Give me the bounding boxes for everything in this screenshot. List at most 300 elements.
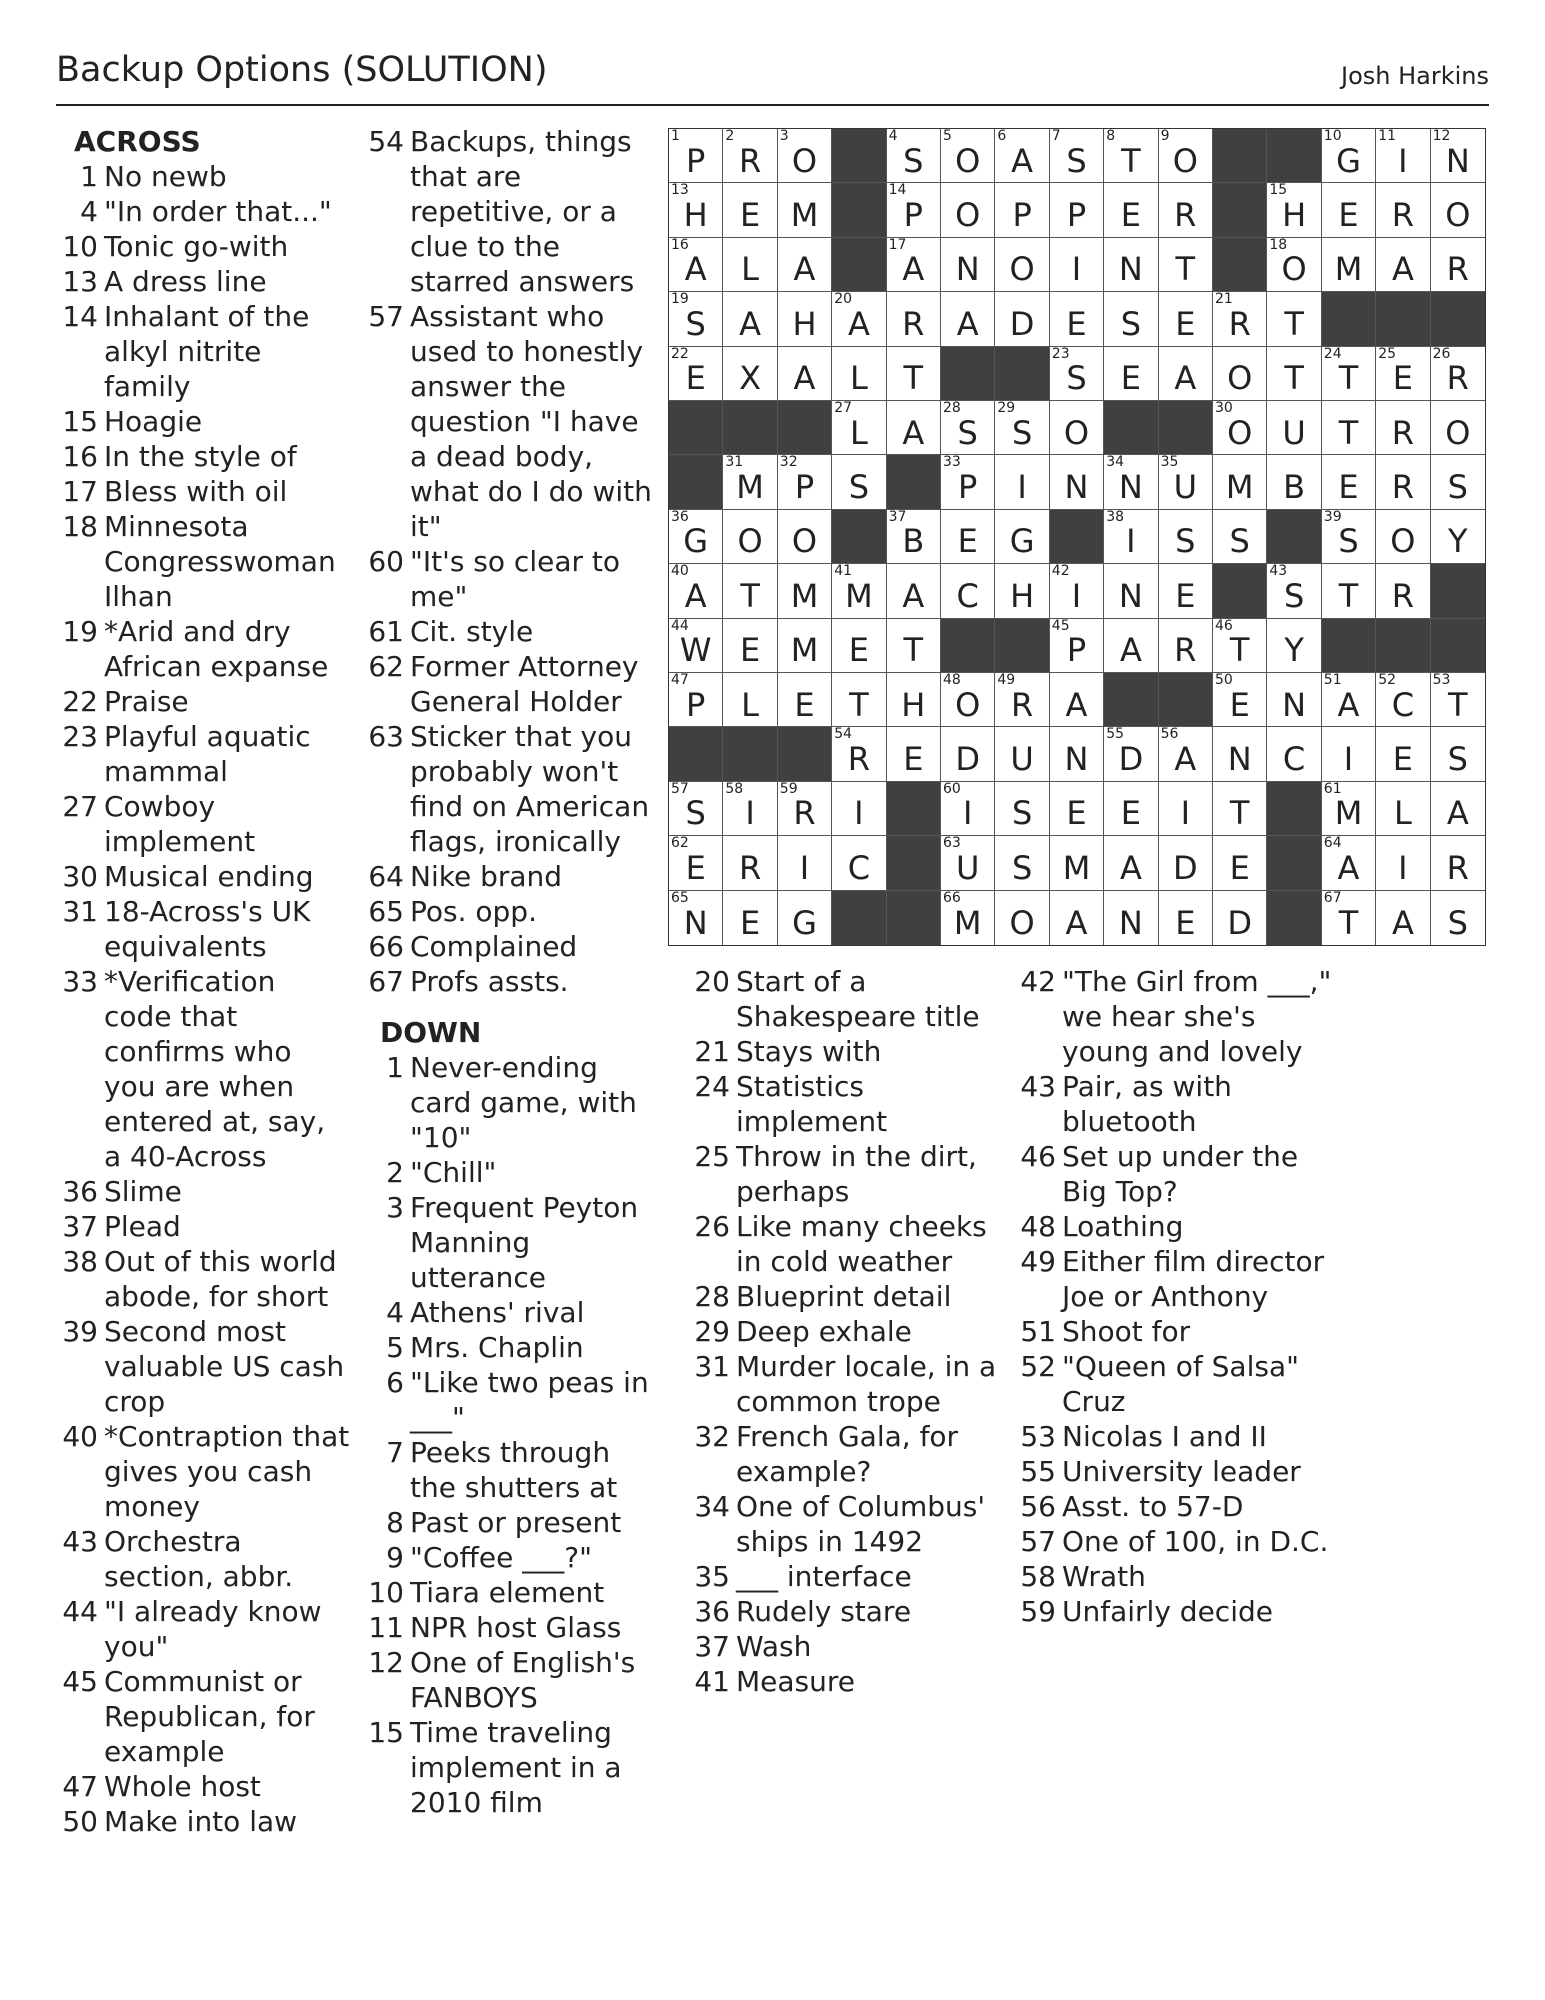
grid-cell: [723, 782, 777, 836]
cell-letter: M: [790, 631, 819, 670]
clue-item: [60, 1664, 350, 1769]
black-square: [995, 347, 1049, 401]
cell-number: 15: [1269, 182, 1288, 199]
grid-cell: [832, 455, 886, 509]
clue-text: "Queen of Salsa" Cruz: [1062, 1350, 1299, 1418]
cell-number: 31: [725, 454, 744, 471]
grid-cell: [1267, 455, 1321, 509]
grid-cell: [1159, 455, 1213, 509]
grid-cell: [1104, 564, 1158, 618]
cell-letter: B: [902, 522, 925, 561]
clue-item: [60, 1524, 350, 1594]
cell-number: 40: [671, 563, 689, 580]
cell-number: 43: [1269, 563, 1288, 580]
grid-cell: [669, 891, 723, 945]
cell-letter: I: [745, 794, 755, 833]
cell-number: 25: [1378, 345, 1397, 362]
cell-letter: L: [741, 250, 759, 289]
clue-number: 37: [694, 1630, 730, 1663]
grid-cell: [1431, 673, 1485, 727]
cell-letter: M: [1062, 848, 1091, 887]
cell-number: 38: [1106, 508, 1125, 525]
clue-item: [1018, 1069, 1348, 1139]
grid-cell: [995, 836, 1049, 890]
clue-item: [692, 1664, 1012, 1699]
clue-text: Bless with oil: [104, 475, 288, 508]
clue-number: 31: [62, 895, 98, 928]
cell-letter: R: [738, 848, 762, 887]
cell-letter: N: [955, 250, 980, 289]
grid-cell: [1159, 619, 1213, 673]
grid-cell: [1322, 238, 1376, 292]
black-square: [1431, 564, 1485, 618]
black-square: [1322, 619, 1376, 673]
clue-item: [60, 614, 350, 684]
clue-item: [366, 964, 656, 999]
cell-letter: P: [903, 196, 923, 235]
grid-cell: [995, 673, 1049, 727]
cell-number: 36: [671, 508, 689, 525]
clue-number: 1: [386, 1051, 404, 1084]
grid-cell: [832, 782, 886, 836]
cell-letter: S: [1011, 794, 1033, 833]
black-square: [778, 401, 832, 455]
cell-letter: E: [1229, 685, 1250, 724]
clue-text: Pos. opp.: [410, 895, 537, 928]
grid-cell: [995, 782, 1049, 836]
clue-text: Former Attorney General Holder: [410, 650, 639, 718]
cell-letter: M: [1334, 794, 1363, 833]
grid-cell: [832, 836, 886, 890]
grid-cell: [778, 782, 832, 836]
clue-text: Minnesota Congresswoman Ilhan: [104, 510, 336, 613]
grid-cell: [1050, 238, 1104, 292]
grid-cell: [1104, 836, 1158, 890]
grid-cell: [1159, 836, 1213, 890]
clue-number: 63: [368, 720, 404, 753]
cell-number: 28: [943, 400, 961, 416]
clue-item: [366, 929, 656, 964]
clue-text: *Contraption that gives you cash money: [104, 1420, 350, 1523]
grid-cell: [1104, 510, 1158, 564]
cell-number: 63: [943, 835, 961, 852]
cell-letter: I: [799, 848, 810, 887]
grid-cell: [669, 673, 723, 727]
clue-number: 16: [62, 440, 98, 473]
clue-number: 23: [62, 720, 98, 753]
cell-letter: I: [1071, 576, 1082, 615]
grid-cell: [669, 510, 723, 564]
grid-cell: [995, 727, 1049, 781]
grid-cell: [778, 510, 832, 564]
black-square: [887, 455, 941, 509]
cell-letter: P: [1066, 631, 1087, 670]
cell-letter: E: [794, 685, 815, 724]
cell-letter: U: [1010, 740, 1034, 779]
clue-item: [366, 1505, 656, 1540]
clue-number: 49: [1020, 1245, 1056, 1278]
cell-letter: A: [1391, 903, 1414, 942]
clue-text: Nicolas I and II: [1062, 1420, 1267, 1453]
clue-item: [60, 229, 350, 264]
cell-letter: H: [1010, 576, 1035, 615]
cell-letter: I: [1126, 522, 1136, 561]
grid-cell: [995, 129, 1049, 183]
grid-cell: [1104, 455, 1158, 509]
clue-text: Never-ending card game, with "10": [410, 1051, 637, 1154]
grid-cell: [1376, 836, 1430, 890]
clue-text: Assistant who used to honestly answer the question "I have a dead body, what do I do with it": [410, 300, 652, 543]
grid-cell: [778, 455, 832, 509]
grid-cell: [887, 510, 941, 564]
cell-letter: I: [962, 794, 973, 833]
cell-letter: Y: [1284, 631, 1304, 670]
cell-letter: A: [1011, 141, 1034, 180]
grid-cell: [1322, 510, 1376, 564]
clue-text: Profs assts.: [410, 965, 569, 998]
cell-letter: E: [1120, 794, 1141, 833]
grid-cell: [1322, 782, 1376, 836]
cell-letter: O: [1390, 522, 1416, 561]
cell-letter: G: [792, 903, 817, 942]
grid-cell: [1267, 564, 1321, 618]
clue-text: "Coffee ___?": [410, 1541, 592, 1574]
clue-item: [366, 719, 656, 859]
clue-number: 51: [1020, 1315, 1056, 1348]
cell-letter: A: [1119, 848, 1142, 887]
cell-letter: M: [1334, 250, 1363, 289]
cell-letter: L: [849, 413, 868, 452]
grid-cell: [941, 564, 995, 618]
grid-cell: [723, 619, 777, 673]
black-square: [832, 129, 886, 183]
puzzle-title: Backup Options (SOLUTION): [56, 50, 548, 90]
grid-cell: [1376, 891, 1430, 945]
cell-letter: A: [1337, 685, 1360, 724]
cell-number: 12: [1432, 128, 1451, 144]
clue-text: Musical ending: [104, 860, 314, 893]
cell-letter: R: [1010, 685, 1034, 724]
clues-column-4: [1018, 964, 1348, 1629]
clue-item: [366, 299, 656, 544]
grid-cell: [1267, 238, 1321, 292]
clue-text: Loathing: [1062, 1210, 1184, 1243]
clue-number: 59: [1020, 1595, 1056, 1628]
grid-cell: [832, 347, 886, 401]
cell-letter: S: [1447, 740, 1468, 779]
cell-letter: N: [1064, 468, 1089, 507]
clue-number: 38: [62, 1245, 98, 1278]
grid-cell: [1050, 455, 1104, 509]
cell-letter: H: [1282, 196, 1307, 235]
black-square: [941, 347, 995, 401]
clue-text: Measure: [736, 1665, 855, 1698]
cell-letter: A: [1446, 794, 1469, 833]
grid-cell: [669, 619, 723, 673]
clue-number: 33: [62, 965, 98, 998]
clue-item: [60, 404, 350, 439]
grid-cell: [1050, 292, 1104, 346]
grid-cell: [1431, 455, 1485, 509]
black-square: [669, 727, 723, 781]
cell-letter: G: [683, 522, 709, 561]
cell-letter: I: [1343, 740, 1354, 779]
cell-letter: S: [685, 794, 706, 833]
cell-letter: R: [902, 304, 925, 343]
cell-letter: R: [1391, 413, 1414, 452]
clue-text: Set up under the Big Top?: [1062, 1140, 1299, 1208]
grid-cell: [832, 619, 886, 673]
clue-item: [60, 1244, 350, 1314]
grid-cell: [941, 129, 995, 183]
cell-letter: O: [1227, 413, 1253, 452]
cell-letter: E: [1120, 196, 1141, 235]
black-square: [1431, 292, 1485, 346]
grid-cell: [1431, 238, 1485, 292]
black-square: [832, 238, 886, 292]
black-square: [1376, 292, 1430, 346]
cell-letter: R: [1174, 631, 1197, 670]
clue-text: No newb: [104, 160, 227, 193]
cell-letter: C: [847, 848, 871, 887]
grid-cell: [941, 673, 995, 727]
grid-cell: [1376, 238, 1430, 292]
cell-number: 56: [1160, 726, 1179, 743]
grid-cell: [778, 238, 832, 292]
black-square: [832, 891, 886, 945]
clue-item: [60, 1594, 350, 1664]
cell-letter: E: [739, 903, 761, 942]
clue-item: [1018, 1209, 1348, 1244]
grid-cell: [941, 510, 995, 564]
cell-number: 58: [725, 780, 744, 797]
grid-cell: [832, 727, 886, 781]
grid-cell: [887, 619, 941, 673]
clue-item: [1018, 1244, 1348, 1314]
cell-number: 1: [671, 128, 680, 144]
clue-text: Past or present: [410, 1506, 622, 1539]
clue-text: Wrath: [1062, 1560, 1146, 1593]
clue-item: [60, 159, 350, 194]
cell-letter: P: [794, 468, 815, 507]
grid-cell: [1050, 727, 1104, 781]
grid-cell: [887, 238, 941, 292]
clue-item: [366, 1295, 656, 1330]
black-square: [941, 619, 995, 673]
cell-number: 41: [834, 563, 853, 580]
cell-number: 11: [1378, 128, 1397, 144]
clue-number: 1: [80, 160, 98, 193]
grid-cell: [1322, 183, 1376, 237]
cell-letter: P: [686, 685, 706, 724]
cell-letter: T: [1338, 576, 1359, 615]
clue-number: 43: [62, 1525, 98, 1558]
cell-letter: E: [1175, 903, 1196, 942]
clue-number: 7: [386, 1436, 404, 1469]
clue-number: 66: [368, 930, 404, 963]
grid-cell: [1267, 727, 1321, 781]
grid-cell: [1431, 510, 1485, 564]
grid-cell: [887, 347, 941, 401]
cell-letter: R: [1391, 196, 1414, 235]
cell-number: 10: [1323, 128, 1342, 144]
cell-letter: S: [957, 413, 978, 452]
grid-cell: [1159, 347, 1213, 401]
cell-letter: G: [1009, 522, 1035, 561]
black-square: [1376, 619, 1430, 673]
cell-number: 34: [1106, 454, 1125, 471]
cell-letter: A: [684, 576, 707, 615]
cell-letter: R: [1446, 848, 1469, 887]
cell-letter: N: [1064, 740, 1089, 779]
grid-cell: [887, 183, 941, 237]
cell-number: 26: [1432, 345, 1451, 362]
clue-text: University leader: [1062, 1455, 1301, 1488]
clue-item: [692, 1069, 1012, 1139]
clue-text: Whole host: [104, 1770, 261, 1803]
cell-letter: P: [686, 141, 706, 180]
clue-number: 6: [386, 1366, 404, 1399]
clue-item: [60, 509, 350, 614]
grid-cell: [1050, 619, 1104, 673]
cell-letter: T: [903, 359, 924, 398]
cell-number: 39: [1323, 508, 1342, 525]
clue-text: In the style of: [104, 440, 297, 473]
grid-cell: [941, 782, 995, 836]
clue-number: 11: [368, 1611, 404, 1644]
grid-cell: [995, 891, 1049, 945]
clue-number: 27: [62, 790, 98, 823]
clue-number: 48: [1020, 1210, 1056, 1243]
cell-letter: E: [1066, 794, 1087, 833]
cell-letter: R: [1228, 304, 1251, 343]
cell-number: 7: [1051, 128, 1061, 144]
clue-number: 57: [1020, 1525, 1056, 1558]
cell-letter: M: [790, 576, 819, 615]
cell-letter: A: [1065, 903, 1088, 942]
grid-cell: [1213, 510, 1267, 564]
grid-cell: [778, 891, 832, 945]
grid-cell: [1322, 564, 1376, 618]
cell-letter: E: [1338, 196, 1359, 235]
cell-number: 65: [671, 889, 689, 906]
grid-cell: [1267, 619, 1321, 673]
grid-cell: [995, 292, 1049, 346]
clue-item: [60, 964, 350, 1174]
clue-item: [1018, 964, 1348, 1069]
cell-letter: A: [902, 413, 925, 452]
cell-letter: E: [739, 196, 761, 235]
grid-cell: [941, 891, 995, 945]
black-square: [1213, 238, 1267, 292]
black-square: [832, 510, 886, 564]
clue-item: [366, 544, 656, 614]
grid-cell: [723, 183, 777, 237]
clue-number: 62: [368, 650, 404, 683]
clue-text: Either film director Joe or Anthony: [1062, 1245, 1325, 1313]
black-square: [1267, 836, 1321, 890]
grid-cell: [832, 401, 886, 455]
grid-cell: [1104, 183, 1158, 237]
clue-text: Athens' rival: [410, 1296, 585, 1329]
grid-cell: [995, 238, 1049, 292]
grid-cell: [1050, 183, 1104, 237]
grid-cell: [723, 292, 777, 346]
grid-cell: [1159, 782, 1213, 836]
clue-item: [60, 1209, 350, 1244]
cell-letter: O: [1009, 250, 1035, 289]
grid-cell: [1050, 564, 1104, 618]
grid-cell: [1431, 183, 1485, 237]
clue-number: 15: [368, 1716, 404, 1749]
clue-number: 14: [62, 300, 98, 333]
clue-text: *Verification code that confirms who you are when entered at, say, a 40-Across: [104, 965, 326, 1173]
cell-letter: C: [1391, 685, 1415, 724]
grid-cell: [1213, 782, 1267, 836]
clue-number: 52: [1020, 1350, 1056, 1383]
grid-cell: [1431, 129, 1485, 183]
grid-cell: [1213, 673, 1267, 727]
clue-number: 4: [386, 1296, 404, 1329]
cell-letter: N: [1118, 576, 1143, 615]
grid-cell: [1104, 782, 1158, 836]
cell-letter: O: [1445, 196, 1471, 235]
cell-letter: I: [1180, 794, 1191, 833]
clue-item: [692, 1594, 1012, 1629]
clue-number: 15: [62, 405, 98, 438]
clue-item: [366, 1330, 656, 1365]
cell-number: 30: [1215, 400, 1233, 416]
cell-letter: E: [1066, 304, 1087, 343]
grid-cell: [723, 564, 777, 618]
clue-item: [1018, 1419, 1348, 1454]
clue-text: Deep exhale: [736, 1315, 912, 1348]
clue-item: [366, 894, 656, 929]
grid-cell: [1322, 129, 1376, 183]
clue-number: 67: [368, 965, 404, 998]
clue-number: 54: [368, 125, 404, 158]
clue-text: "It's so clear to me": [410, 545, 620, 613]
black-square: [669, 455, 723, 509]
clue-number: 28: [694, 1280, 730, 1313]
clue-text: Slime: [104, 1175, 182, 1208]
grid-cell: [1159, 129, 1213, 183]
clue-number: 57: [368, 300, 404, 333]
clues-column-3: [692, 964, 1012, 1699]
across-heading: ACROSS: [74, 125, 201, 158]
cell-letter: T: [1448, 685, 1468, 724]
clue-item: [60, 859, 350, 894]
black-square: [1159, 401, 1213, 455]
clue-text: Like many cheeks in cold weather: [736, 1210, 987, 1278]
black-square: [1213, 183, 1267, 237]
clue-text: Orchestra section, abbr.: [104, 1525, 294, 1593]
cell-letter: R: [1391, 576, 1414, 615]
cell-letter: W: [679, 631, 712, 670]
cell-number: 48: [943, 672, 961, 688]
cell-letter: O: [955, 196, 981, 235]
clue-text: Hoagie: [104, 405, 203, 438]
cell-letter: T: [1121, 141, 1141, 180]
clue-number: 36: [62, 1175, 98, 1208]
cell-number: 61: [1323, 780, 1342, 797]
clue-number: 18: [62, 510, 98, 543]
clue-item: [692, 964, 1012, 1034]
cell-letter: A: [1174, 740, 1197, 779]
cell-letter: R: [1446, 250, 1469, 289]
cell-letter: P: [1012, 196, 1032, 235]
cell-letter: I: [1398, 141, 1408, 180]
